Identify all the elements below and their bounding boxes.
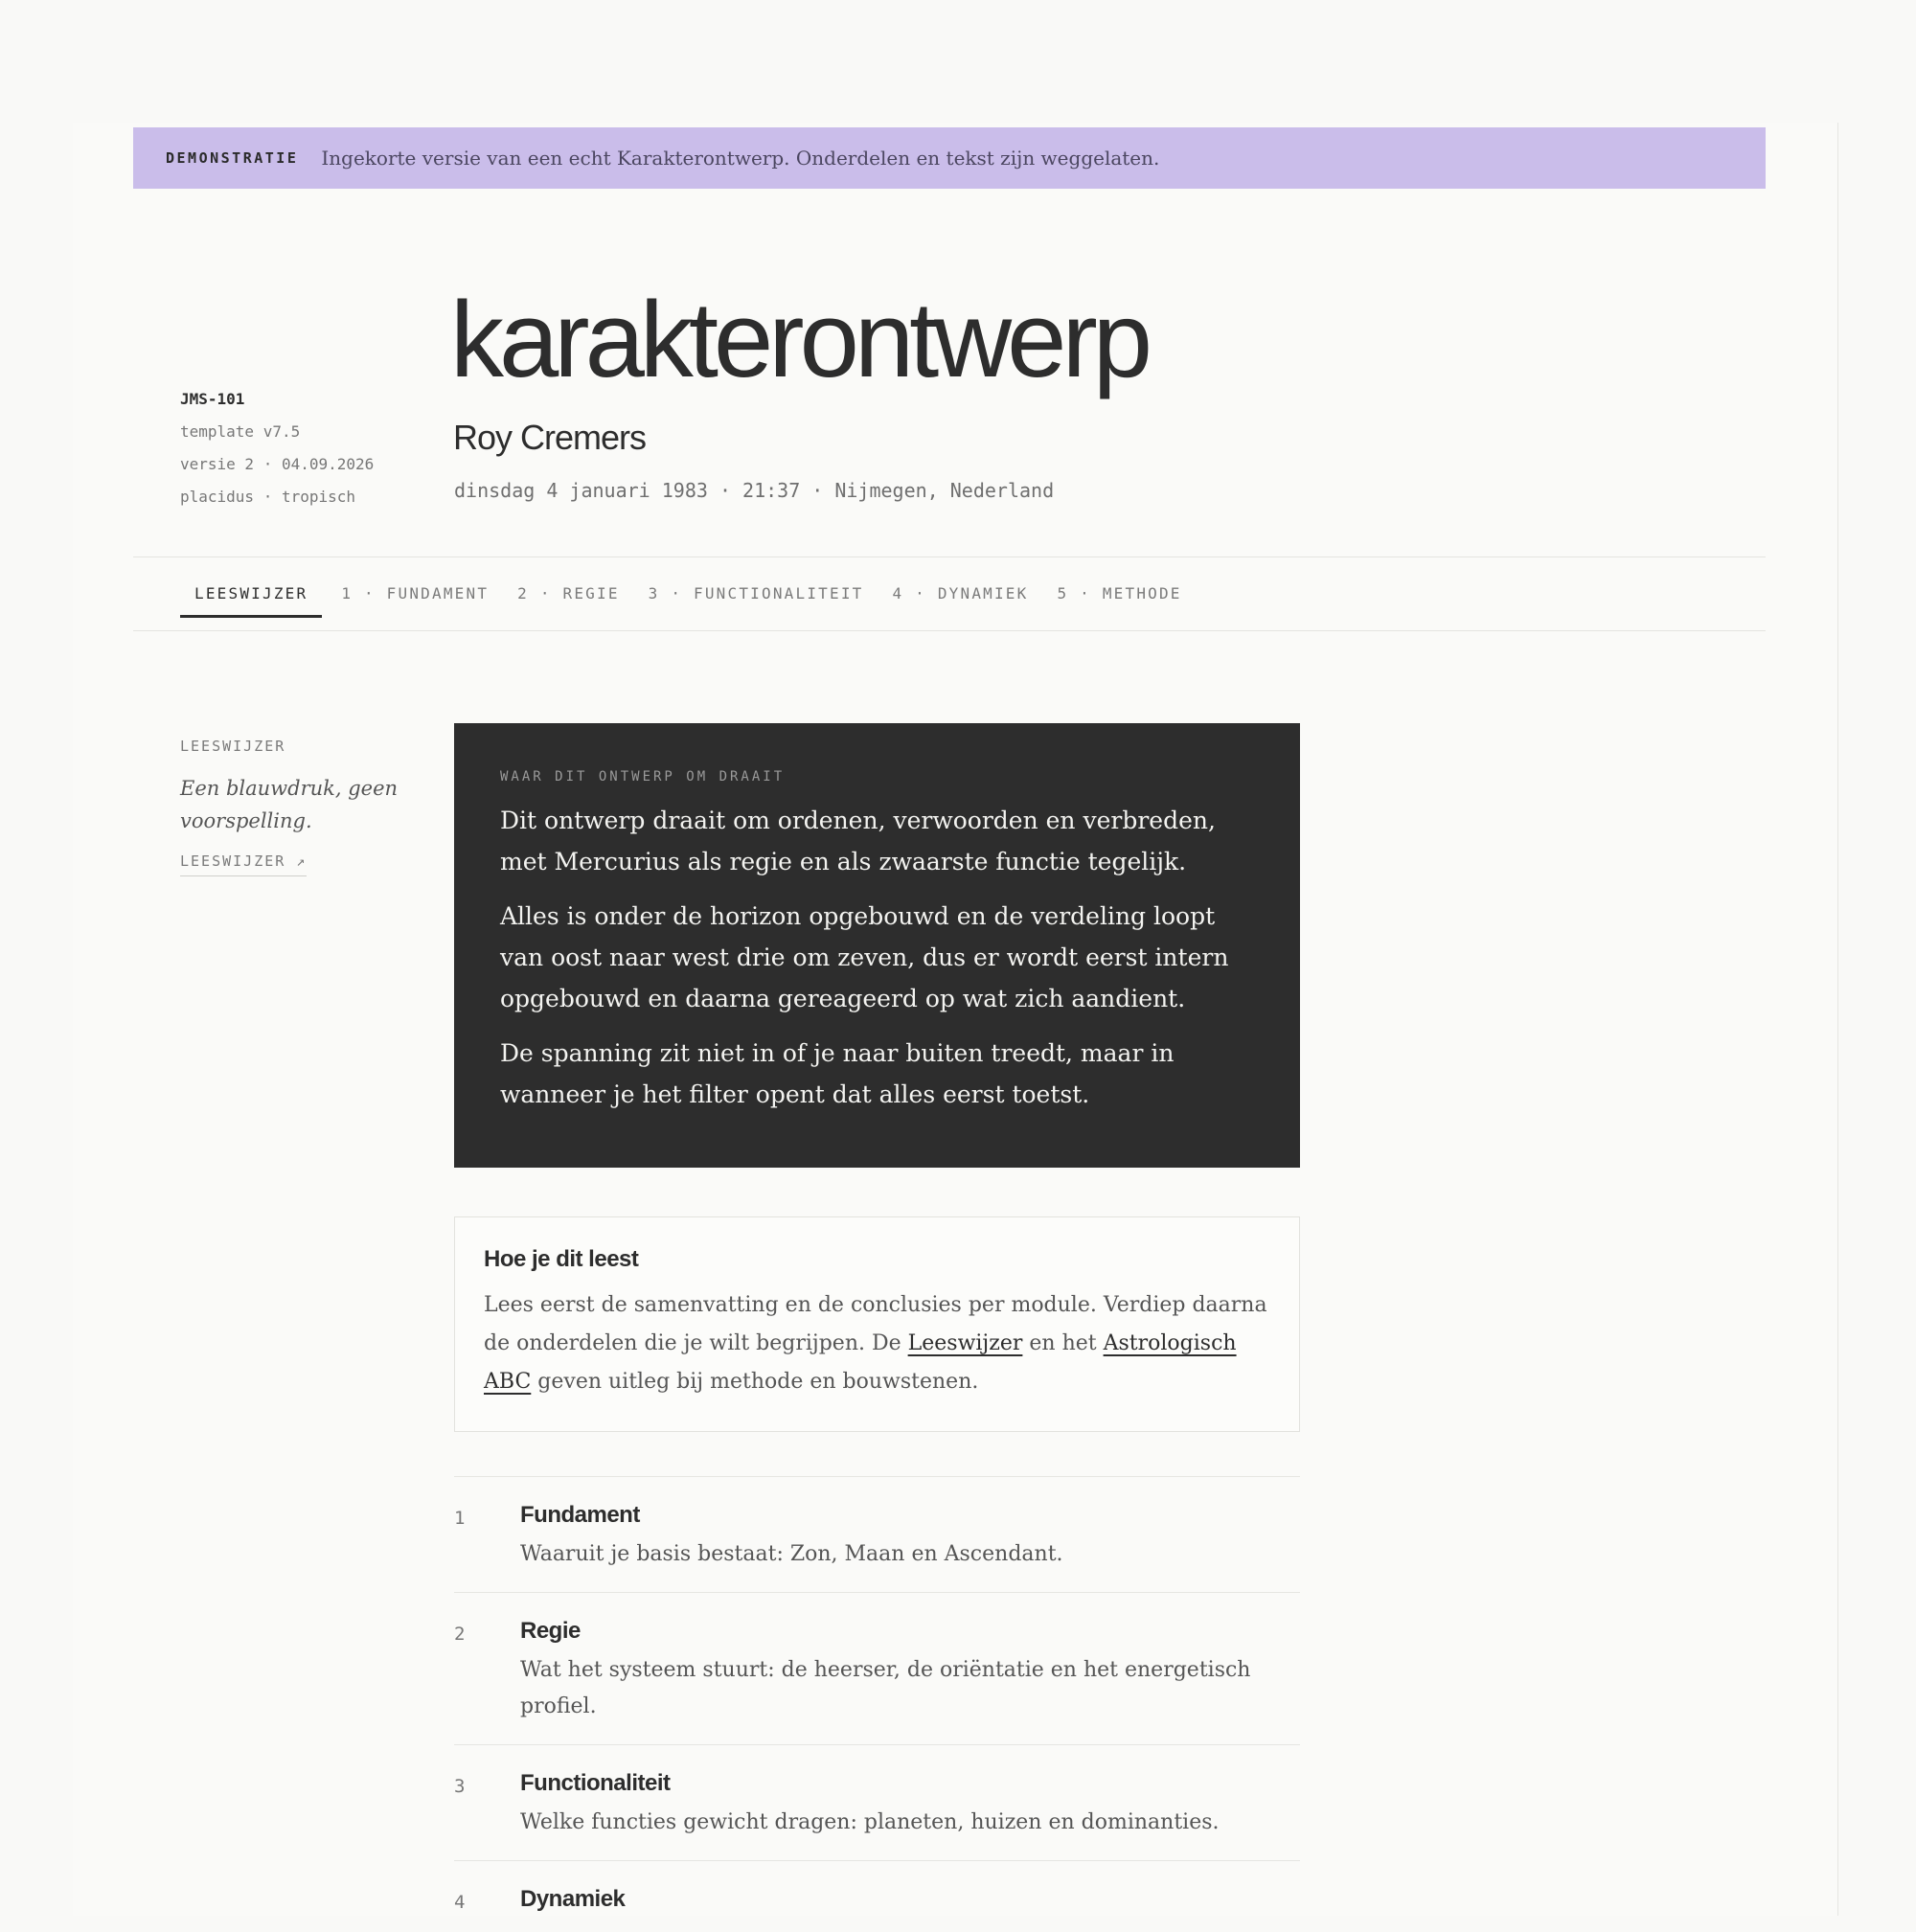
tab-leeswijzer[interactable]: LEESWIJZER: [180, 575, 322, 618]
tab-dynamiek[interactable]: 4 · DYNAMIEK: [892, 584, 1029, 602]
module-item[interactable]: [454, 1476, 1300, 1592]
module-title: Dynamiek: [520, 1886, 626, 1912]
how-text-part: en het: [1022, 1331, 1104, 1355]
how-to-read-box: [454, 1216, 1300, 1432]
leeswijzer-link[interactable]: LEESWIJZER ↗: [180, 852, 307, 876]
how-to-read-text: [484, 1286, 1270, 1401]
demo-tag: DEMONSTRATIE: [166, 149, 299, 167]
module-number: 1: [454, 1508, 466, 1529]
summary-box: [454, 723, 1300, 1168]
module-title: Functionaliteit: [520, 1770, 671, 1796]
leeswijzer-inline-link[interactable]: Leeswijzer: [907, 1331, 1023, 1355]
module-number: 4: [454, 1892, 466, 1913]
document-version: versie 2 · 04.09.2026: [180, 455, 375, 473]
how-text-part: Lees eerst de samenvatting en de conclusies per module. Verdiep daarna de onderdelen die je wilt begrijpen. De: [484, 1293, 1267, 1355]
house-system: placidus · tropisch: [180, 488, 356, 506]
module-description: Wat het systeem stuurt: de heerser, de oriëntatie en het energetisch profiel.: [520, 1658, 1251, 1718]
module-number: 2: [454, 1624, 466, 1645]
module-number: 3: [454, 1776, 466, 1797]
tabs-divider-bottom: [133, 630, 1766, 631]
module-item[interactable]: [454, 1744, 1300, 1860]
module-item[interactable]: [454, 1860, 1300, 1932]
section-tabs: [180, 575, 1211, 617]
tab-methode[interactable]: 5 · METHODE: [1057, 584, 1182, 602]
how-to-read-title: Hoe je dit leest: [484, 1246, 639, 1272]
section-sidebar: [180, 738, 420, 876]
module-description: Waaruit je basis bestaat: Zon, Maan en Ascendant.: [520, 1542, 1063, 1566]
birth-details: dinsdag 4 januari 1983 · 21:37 · Nijmegen, Nederland: [454, 479, 1055, 502]
document-code: JMS-101: [180, 390, 245, 408]
sidebar-quote: Een blauwdruk, geen voorspelling.: [180, 777, 399, 832]
module-title: Regie: [520, 1618, 581, 1644]
tab-fundament[interactable]: 1 · FUNDAMENT: [341, 584, 490, 602]
page-title: karakterontwerp: [450, 280, 1149, 399]
demo-text: Ingekorte versie van een echt Karakterontwerp. Onderdelen en tekst zijn weggelaten.: [321, 147, 1160, 170]
document-meta: [180, 383, 374, 513]
tab-regie[interactable]: 2 · REGIE: [517, 584, 620, 602]
template-version: template v7.5: [180, 422, 301, 441]
person-name: Roy Cremers: [453, 418, 647, 457]
tab-functionaliteit[interactable]: 3 · FUNCTIONALITEIT: [648, 584, 864, 602]
summary-paragraph: Dit ontwerp draait om ordenen, verwoorden en verbreden, met Mercurius als regie en als zwaarste functie tegelijk.: [500, 807, 1216, 875]
summary-label: WAAR DIT ONTWERP OM DRAAIT: [500, 769, 786, 784]
module-list: [454, 1476, 1300, 1932]
astrologisch-abc-link[interactable]: Astrologisch ABC: [484, 1331, 1237, 1394]
module-description: Welke functies gewicht dragen: planeten, huizen en dominanties.: [520, 1810, 1220, 1834]
sidebar-label: LEESWIJZER: [180, 738, 286, 755]
how-text-part: geven uitleg bij methode en bouwstenen.: [531, 1370, 979, 1394]
summary-paragraph: Alles is onder de horizon opgebouwd en de verdeling loopt van oost naar west drie om zeven, dus er wordt eerst intern opgebouwd en daarna gereageerd op wat zich aandient.: [500, 902, 1229, 1012]
summary-paragraph: De spanning zit niet in of je naar buiten treedt, maar in wanneer je het filter opent dat alles eerst toetst.: [500, 1039, 1175, 1108]
demo-banner: [133, 127, 1766, 189]
module-item[interactable]: [454, 1592, 1300, 1744]
module-title: Fundament: [520, 1502, 640, 1528]
